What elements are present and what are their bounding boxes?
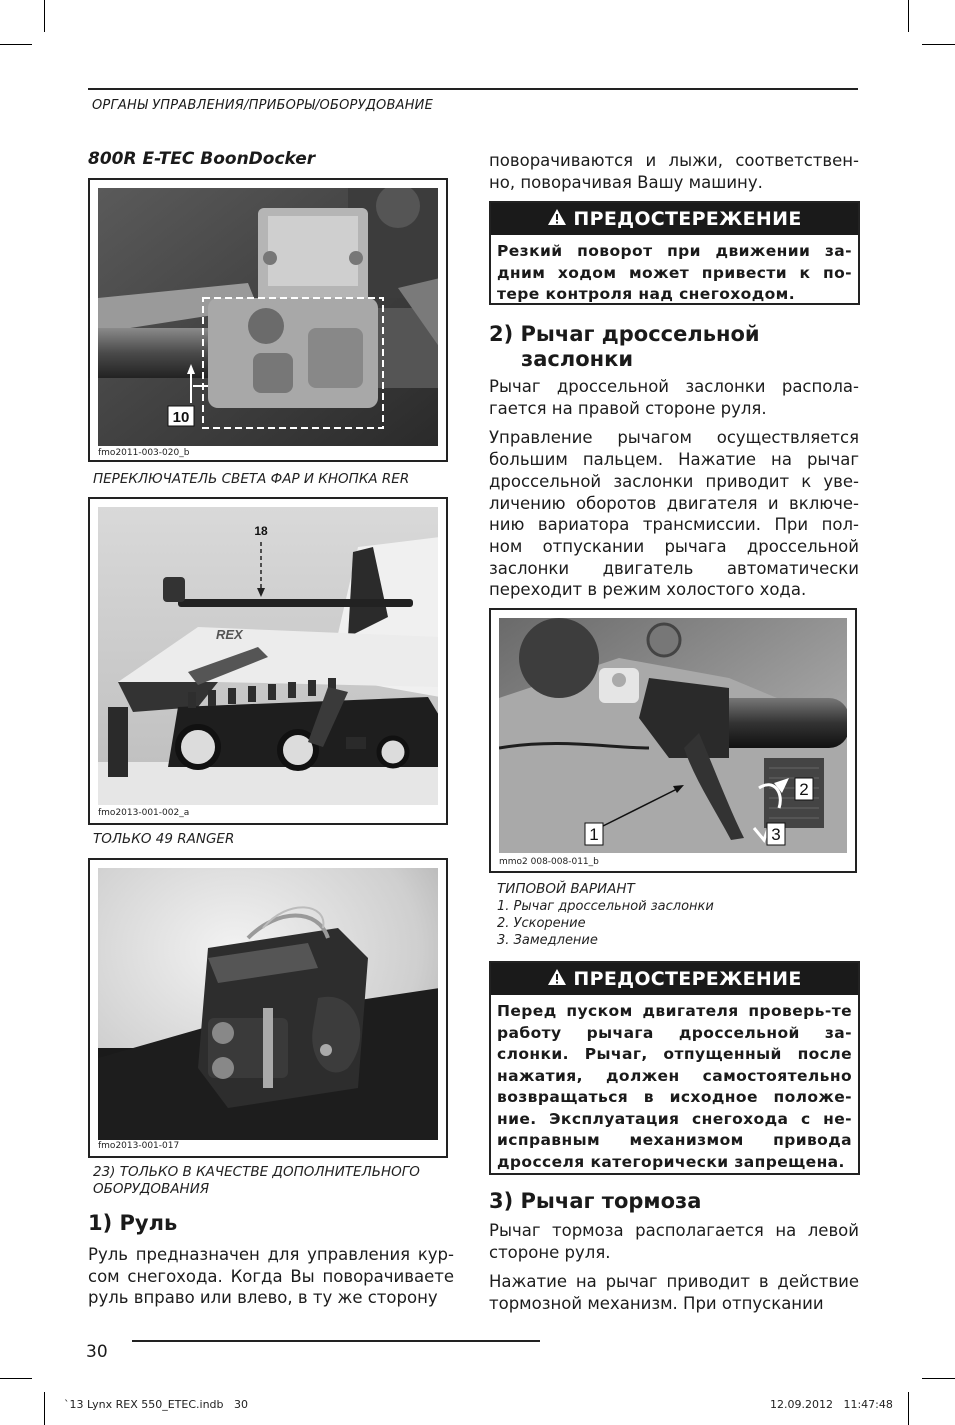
figure-callout-2: 2 <box>799 780 809 799</box>
crop-mark <box>0 44 32 45</box>
throttle-paragraph-2: Управление рычагом осуществляется большим пальцем. Нажатие на рычаг дроссельной заслонки приводит к уве-личению оборотов двигателя и включе-нию вариатора трансмиссии. При пол-ном отпускании рычага дроссельной заслонки двигатель автоматически переходит в режим холостого хода. <box>489 428 859 600</box>
section-title-brake: 3) Рычаг тормоза <box>489 1189 702 1213</box>
rex-decal: REX <box>216 627 243 642</box>
figure-caption: ПЕРЕКЛЮЧАТЕЛЬ СВЕТА ФАР И КНОПКА RER <box>93 471 410 487</box>
crop-mark <box>908 1392 909 1425</box>
warning-header <box>491 963 858 995</box>
warning-box-throttle <box>489 961 860 1175</box>
figure-code: fmo2011-003-020_b <box>98 448 190 458</box>
crop-mark <box>922 44 955 45</box>
figure-caption <box>93 1164 453 1198</box>
header-rule <box>88 88 858 90</box>
warning-text: Перед пуском двигателя проверь-те работу рычага дроссельной за-слонки. Рычаг, отпущенный после нажатия, должен самостоятельно возвращаться в исходное положе-ние. Эксплуатация снегохода с не-исправным механизмом привода дросселя категорически запрещена. <box>497 1002 852 1171</box>
section-header: ОРГАНЫ УПРАВЛЕНИЯ/ПРИБОРЫ/ОБОРУДОВАНИЕ <box>92 98 434 113</box>
caption-line: 3. Замедление <box>497 933 598 948</box>
photo-snowmobile-rear <box>98 507 438 805</box>
warning-triangle-icon <box>547 968 567 991</box>
handlebar-switch-image <box>98 188 438 446</box>
photo-throttle-lever <box>499 618 847 853</box>
crop-mark <box>0 1378 32 1379</box>
snowmobile-rear-image <box>98 507 438 805</box>
figure-callout-18: 18 <box>254 524 268 538</box>
page-number: 30 <box>86 1342 108 1362</box>
figure-ranger-only <box>88 497 448 825</box>
figure-code: fmo2013-001-017 <box>98 1141 180 1151</box>
figure-code: mmo2 008-008-011_b <box>499 857 599 867</box>
figure-caption-throttle <box>497 881 714 949</box>
section-title-steering: 1) Руль <box>88 1211 178 1235</box>
caption-line: 1. Рычаг дроссельной заслонки <box>497 899 714 914</box>
hitch-image <box>98 868 438 1140</box>
print-date-info: 12.09.2012 11:47:48 <box>770 1398 893 1411</box>
throttle-lever-image <box>499 618 847 853</box>
throttle-title-line1: 2) Рычаг дроссельной <box>489 322 760 346</box>
print-file-info: `13 Lynx REX 550_ETEC.indb 30 <box>64 1398 248 1411</box>
warning-text: Резкий поворот при движении за-дним ходом может привести к по-тере контроля над снегоходом. <box>497 242 852 303</box>
figure-caption-text: 23) ТОЛЬКО В КАЧЕСТВЕ ДОПОЛНИТЕЛЬНОГО ОБОРУДОВАНИЯ <box>93 1164 420 1197</box>
footer-rule <box>132 1340 540 1342</box>
brake-text <box>489 1220 859 1323</box>
figure-optional-equipment <box>88 858 448 1158</box>
throttle-paragraph-1: Рычаг дроссельной заслонки распола-гается на правой стороне руля. <box>489 377 859 418</box>
figure-code: fmo2013-001-002_a <box>98 808 190 818</box>
throttle-title-line2: заслонки <box>521 347 634 371</box>
section-title-throttle <box>489 322 760 372</box>
warning-triangle-icon <box>547 208 567 231</box>
caption-line: 2. Ускорение <box>497 916 586 931</box>
continued-text: поворачиваются и лыжи, соответствен-но, поворачивая Вашу машину. <box>489 151 859 192</box>
caption-line: ТИПОВОЙ ВАРИАНТ <box>497 881 635 897</box>
figure-callout-3: 3 <box>771 825 781 844</box>
throttle-text <box>489 376 859 609</box>
figure-throttle-lever <box>489 608 857 873</box>
crop-mark <box>922 1378 955 1379</box>
crop-mark <box>44 0 45 32</box>
steering-text: Руль предназначен для управления кур-сом снегохода. Когда Вы поворачиваете руль вправо или влево, в ту же сторону <box>88 1245 454 1308</box>
figure-callout-10: 10 <box>172 409 190 426</box>
figure-caption: ТОЛЬКО 49 RANGER <box>93 831 235 847</box>
warning-header <box>491 203 858 235</box>
brake-paragraph-1: Рычаг тормоза располагается на левой стороне руля. <box>489 1221 859 1262</box>
warning-box-reverse <box>489 201 860 305</box>
figure-headlight-switch <box>88 178 448 462</box>
photo-hitch <box>98 868 438 1140</box>
crop-mark <box>908 0 909 32</box>
warning-title: ПРЕДОСТЕРЕЖЕНИЕ <box>573 968 802 990</box>
brake-paragraph-2: Нажатие на рычаг приводит в действие тормозной механизм. При отпускании <box>489 1272 859 1314</box>
warning-title: ПРЕДОСТЕРЕЖЕНИЕ <box>573 208 802 230</box>
crop-mark <box>44 1392 45 1425</box>
photo-handlebar-switch <box>98 188 438 446</box>
model-title: 800R E-TEC BoonDocker <box>88 149 316 169</box>
figure-callout-1: 1 <box>589 825 599 844</box>
